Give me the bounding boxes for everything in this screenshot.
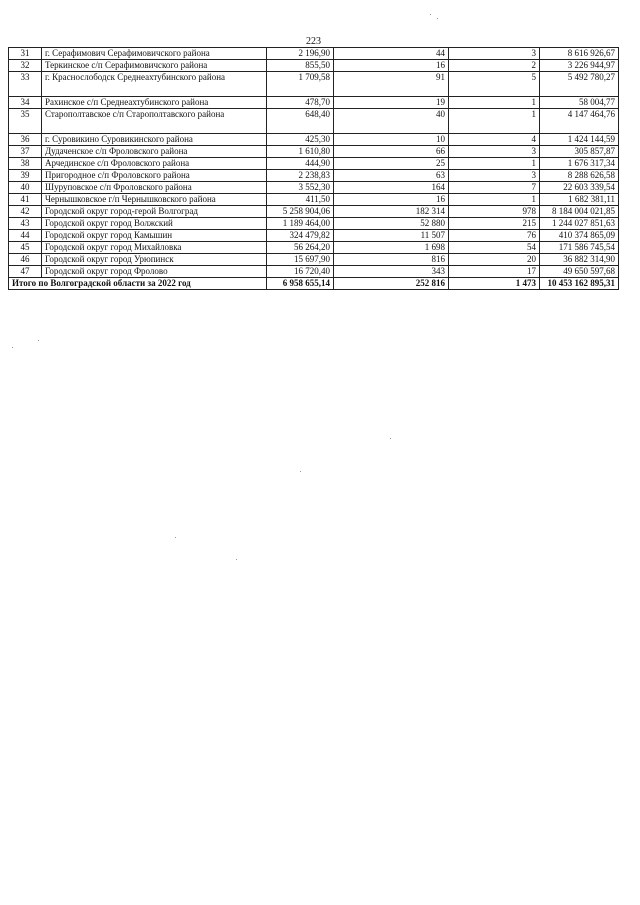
row-name: Шуруповское с/п Фроловского района (42, 182, 267, 194)
row-count: 1 (449, 194, 540, 206)
row-population: 25 (334, 158, 449, 170)
row-area: 444,90 (267, 158, 334, 170)
row-sum: 4 147 464,76 (540, 109, 619, 134)
row-area: 2 196,90 (267, 48, 334, 60)
row-name: Арчединское с/п Фроловского района (42, 158, 267, 170)
row-count: 3 (449, 170, 540, 182)
row-name: Городской округ город-герой Волгоград (42, 206, 267, 218)
table-row (9, 48, 619, 60)
table-row (9, 194, 619, 206)
row-number: 37 (9, 146, 42, 158)
table-row (9, 230, 619, 242)
data-table (8, 47, 619, 290)
row-population: 66 (334, 146, 449, 158)
row-number: 39 (9, 170, 42, 182)
row-name: Дудаченское с/п Фроловского района (42, 146, 267, 158)
row-area: 16 720,40 (267, 266, 334, 278)
total-population: 252 816 (334, 278, 449, 290)
row-count: 4 (449, 134, 540, 146)
row-number: 35 (9, 109, 42, 134)
row-area: 324 479,82 (267, 230, 334, 242)
row-count: 3 (449, 48, 540, 60)
row-count: 3 (449, 146, 540, 158)
row-number: 33 (9, 72, 42, 97)
page-number: 223 (306, 36, 321, 47)
row-population: 10 (334, 134, 449, 146)
table-row (9, 134, 619, 146)
row-name: Городской округ город Урюпинск (42, 254, 267, 266)
row-area: 425,30 (267, 134, 334, 146)
row-area: 15 697,90 (267, 254, 334, 266)
row-number: 44 (9, 230, 42, 242)
row-number: 41 (9, 194, 42, 206)
row-area: 855,50 (267, 60, 334, 72)
row-sum: 58 004,77 (540, 97, 619, 109)
table-row (9, 109, 619, 134)
row-sum: 1 676 317,34 (540, 158, 619, 170)
row-number: 46 (9, 254, 42, 266)
table-row (9, 242, 619, 254)
table-row (9, 218, 619, 230)
row-name: г. Суровикино Суровикинского района (42, 134, 267, 146)
row-population: 16 (334, 60, 449, 72)
row-count: 1 (449, 158, 540, 170)
row-area: 411,50 (267, 194, 334, 206)
table-body (9, 48, 619, 278)
row-number: 40 (9, 182, 42, 194)
row-name: Рахинское с/п Среднеахтубинского района (42, 97, 267, 109)
row-sum: 1 244 027 851,63 (540, 218, 619, 230)
table-row (9, 254, 619, 266)
row-population: 182 314 (334, 206, 449, 218)
row-area: 648,40 (267, 109, 334, 134)
table-row (9, 146, 619, 158)
row-area: 1 709,58 (267, 72, 334, 97)
row-population: 19 (334, 97, 449, 109)
row-count: 5 (449, 72, 540, 97)
table-row (9, 97, 619, 109)
row-name: Чернышковское г/п Чернышковского района (42, 194, 267, 206)
table-row (9, 60, 619, 72)
table-row (9, 170, 619, 182)
row-number: 38 (9, 158, 42, 170)
table-row (9, 72, 619, 97)
row-sum: 8 184 004 021,85 (540, 206, 619, 218)
total-area: 6 958 655,14 (267, 278, 334, 290)
total-count: 1 473 (449, 278, 540, 290)
row-name: Теркинское с/п Серафимовичского района (42, 60, 267, 72)
row-population: 63 (334, 170, 449, 182)
row-population: 40 (334, 109, 449, 134)
table-row (9, 266, 619, 278)
row-count: 2 (449, 60, 540, 72)
row-number: 45 (9, 242, 42, 254)
row-sum: 3 226 944,97 (540, 60, 619, 72)
row-sum: 5 492 780,27 (540, 72, 619, 97)
row-population: 52 880 (334, 218, 449, 230)
row-sum: 305 857,87 (540, 146, 619, 158)
row-count: 1 (449, 97, 540, 109)
row-name: Городской округ город Камышин (42, 230, 267, 242)
row-population: 44 (334, 48, 449, 60)
row-count: 20 (449, 254, 540, 266)
row-population: 1 698 (334, 242, 449, 254)
row-name: Старополтавское с/п Старополтавского района (42, 109, 267, 134)
row-area: 2 238,83 (267, 170, 334, 182)
row-name: г. Краснослободск Среднеахтубинского района (42, 72, 267, 97)
row-name: Пригородное с/п Фроловского района (42, 170, 267, 182)
row-sum: 171 586 745,54 (540, 242, 619, 254)
row-count: 7 (449, 182, 540, 194)
row-number: 36 (9, 134, 42, 146)
row-population: 91 (334, 72, 449, 97)
total-sum: 10 453 162 895,31 (540, 278, 619, 290)
row-population: 816 (334, 254, 449, 266)
row-number: 31 (9, 48, 42, 60)
row-area: 5 258 904,06 (267, 206, 334, 218)
row-number: 34 (9, 97, 42, 109)
row-population: 11 507 (334, 230, 449, 242)
row-sum: 1 424 144,59 (540, 134, 619, 146)
row-name: Городской округ город Фролово (42, 266, 267, 278)
row-number: 43 (9, 218, 42, 230)
row-count: 978 (449, 206, 540, 218)
table-row (9, 182, 619, 194)
row-count: 54 (449, 242, 540, 254)
row-sum: 22 603 339,54 (540, 182, 619, 194)
row-sum: 8 288 626,58 (540, 170, 619, 182)
total-label: Итого по Волгоградской области за 2022 год (9, 278, 267, 290)
row-sum: 8 616 926,67 (540, 48, 619, 60)
row-count: 1 (449, 109, 540, 134)
row-name: г. Серафимович Серафимовичского района (42, 48, 267, 60)
row-sum: 36 882 314,90 (540, 254, 619, 266)
table-row (9, 206, 619, 218)
row-sum: 1 682 381,11 (540, 194, 619, 206)
row-area: 478,70 (267, 97, 334, 109)
row-name: Городской округ город Михайловка (42, 242, 267, 254)
row-area: 1 610,80 (267, 146, 334, 158)
row-count: 76 (449, 230, 540, 242)
row-population: 343 (334, 266, 449, 278)
row-population: 164 (334, 182, 449, 194)
row-count: 215 (449, 218, 540, 230)
total-row (9, 278, 619, 290)
row-population: 16 (334, 194, 449, 206)
row-number: 47 (9, 266, 42, 278)
row-area: 56 264,20 (267, 242, 334, 254)
row-sum: 410 374 865,09 (540, 230, 619, 242)
row-number: 42 (9, 206, 42, 218)
table-row (9, 158, 619, 170)
row-number: 32 (9, 60, 42, 72)
row-area: 3 552,30 (267, 182, 334, 194)
row-sum: 49 650 597,68 (540, 266, 619, 278)
row-area: 1 189 464,00 (267, 218, 334, 230)
row-count: 17 (449, 266, 540, 278)
row-name: Городской округ город Волжский (42, 218, 267, 230)
